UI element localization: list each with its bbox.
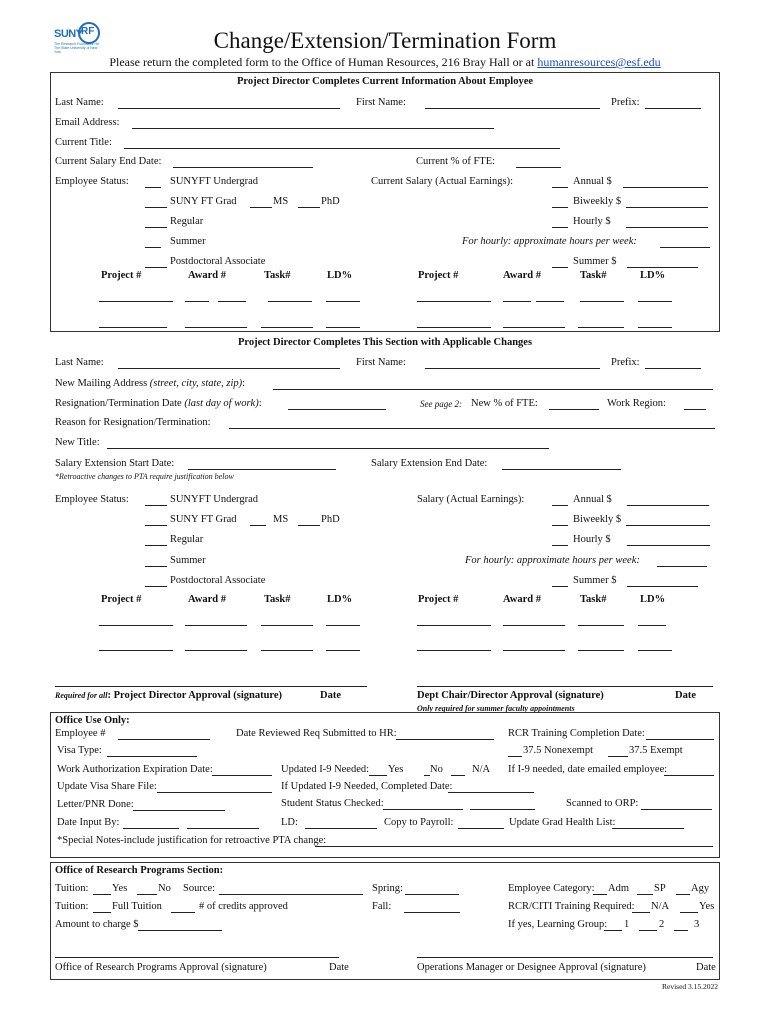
changes-pta-ld-2r[interactable]: [638, 641, 672, 651]
research-lg1-check[interactable]: [604, 921, 622, 931]
changes-prefix-field[interactable]: [645, 359, 701, 369]
current-info-heading: Project Director Completes Current Information About Employee: [236, 76, 534, 87]
changes-first-name-label: First Name:: [356, 357, 406, 368]
changes-hourly-field[interactable]: [627, 536, 710, 546]
changes-ext-end-label: Salary Extension End Date:: [371, 458, 488, 469]
office-update-grad-label: Update Grad Health List:: [509, 817, 616, 828]
current-summer-pay-field[interactable]: [627, 258, 698, 268]
current-ms-label: MS: [273, 196, 289, 207]
changes-pta-ld-1[interactable]: [326, 616, 360, 626]
current-title-field[interactable]: [124, 139, 560, 149]
changes-work-region-label: Work Region:: [607, 398, 666, 409]
research-tuition-label: Tuition:: [55, 883, 89, 894]
current-undergrad-check[interactable]: [145, 178, 161, 188]
current-email-label: Email Address:: [55, 117, 120, 128]
office-visa-share-field[interactable]: [157, 783, 272, 793]
changes-reason-field[interactable]: [229, 419, 715, 429]
current-phd-label: PhD: [321, 196, 340, 207]
changes-retro-note: *Retroactive changes to PTA require justification below: [55, 472, 234, 481]
office-letter-pnr-label: Letter/PNR Done:: [57, 799, 134, 810]
current-col-ld-2: LD%: [640, 270, 666, 281]
dept-approval-note: Only required for summer faculty appointments: [417, 704, 575, 713]
office-student-status-field[interactable]: [383, 800, 463, 810]
revised-date: Revised 3.15.2022: [662, 982, 719, 991]
dept-signature-line[interactable]: [417, 677, 713, 687]
research-sp-check[interactable]: [637, 885, 653, 895]
office-i9-yes-label: Yes: [388, 764, 404, 775]
current-emp-status-label: Employee Status:: [55, 176, 129, 187]
current-grad-check[interactable]: [145, 198, 167, 208]
changes-col-award-2: Award #: [503, 594, 542, 605]
office-copy-payroll-field[interactable]: [458, 819, 504, 829]
research-lg3-check[interactable]: [674, 921, 688, 931]
current-regular-label: Regular: [170, 216, 204, 227]
office-visa-share-label: Update Visa Share File:: [57, 781, 157, 792]
current-phd-check[interactable]: [298, 198, 320, 208]
changes-new-title-label: New Title:: [55, 437, 100, 448]
current-biweekly-field[interactable]: [626, 198, 708, 208]
research-agy-label: Agy: [691, 883, 710, 894]
changes-biweekly-label: Biweekly $: [573, 514, 622, 525]
current-pta-task-2r[interactable]: [578, 318, 624, 328]
ops-approval-label: Operations Manager or Designee Approval (signature): [417, 962, 646, 973]
office-date-reviewed-field[interactable]: [396, 730, 494, 740]
pd-signature-line[interactable]: [55, 677, 367, 687]
research-adm-label: Adm: [608, 883, 629, 894]
current-regular-check[interactable]: [145, 218, 167, 228]
changes-undergrad-label: SUNYFT Undergrad: [170, 494, 258, 505]
research-lg1-label: 1: [624, 919, 630, 930]
research-adm-check[interactable]: [593, 885, 607, 895]
research-amount-label: Amount to charge $: [55, 919, 139, 930]
changes-postdoc-label: Postdoctoral Associate: [170, 575, 266, 586]
changes-ms-check[interactable]: [250, 516, 266, 526]
office-student-status-label: Student Status Checked:: [281, 798, 384, 809]
office-special-notes-field[interactable]: [315, 837, 713, 847]
changes-summer-pay-label: Summer $: [573, 575, 617, 586]
changes-reason-label: Reason for Resignation/Termination:: [55, 417, 211, 428]
page-subtitle: [0, 55, 770, 70]
current-postdoc-check[interactable]: [145, 258, 167, 268]
research-rcr-yes-check[interactable]: [680, 903, 698, 913]
changes-summer-check[interactable]: [145, 557, 167, 567]
office-ld-field[interactable]: [305, 819, 377, 829]
current-hourly-note: For hourly: approximate hours per week:: [462, 236, 637, 247]
current-col-award-2: Award #: [503, 270, 542, 281]
office-heading: Office Use Only:: [55, 715, 130, 726]
office-scanned-label: Scanned to ORP:: [566, 798, 639, 809]
office-employee-label: Employee #: [55, 728, 106, 739]
changes-work-region-field[interactable]: [684, 400, 706, 410]
office-ld-label: LD:: [281, 817, 298, 828]
research-rcr-yes-label: Yes: [699, 901, 715, 912]
current-pta-project-1r[interactable]: [417, 292, 491, 302]
office-employee-field[interactable]: [118, 730, 210, 740]
office-date-input-field-2[interactable]: [187, 819, 259, 829]
changes-new-fte-field[interactable]: [549, 400, 599, 410]
orp-date-label: Date: [329, 962, 349, 973]
current-pta-ld-1r[interactable]: [638, 292, 672, 302]
current-col-task: Task#: [264, 270, 291, 281]
research-rcr-required-label: RCR/CITI Training Required:: [508, 901, 635, 912]
changes-col-task-2: Task#: [580, 594, 607, 605]
office-letter-pnr-field[interactable]: [133, 801, 225, 811]
resign-hint: (last day of work): [184, 398, 259, 409]
current-pta-project-2[interactable]: [99, 318, 167, 328]
changes-last-name-field[interactable]: [118, 359, 340, 369]
current-pta-award-1b[interactable]: [218, 292, 246, 302]
changes-pta-award-1[interactable]: [185, 616, 247, 626]
current-col-ld: LD%: [327, 270, 353, 281]
current-hourly-check[interactable]: [552, 218, 568, 228]
changes-pta-project-1[interactable]: [99, 616, 173, 626]
current-salary-end-label: Current Salary End Date:: [55, 156, 162, 167]
current-annual-check[interactable]: [552, 178, 568, 188]
research-tuition-no-label: No: [158, 883, 171, 894]
current-annual-field[interactable]: [623, 178, 708, 188]
current-pta-ld-1[interactable]: [326, 292, 360, 302]
office-i9-na-label: N/A: [472, 764, 491, 775]
current-pta-award-1a[interactable]: [185, 292, 209, 302]
changes-emp-status-label: Employee Status:: [55, 494, 129, 505]
resign-text: Resignation/Termination Date: [55, 398, 182, 409]
research-agy-check[interactable]: [676, 885, 690, 895]
changes-new-fte-label: New % of FTE:: [471, 398, 538, 409]
ops-signature-line[interactable]: [417, 948, 713, 958]
office-rcr-completion-field[interactable]: [646, 730, 714, 740]
changes-summer-label: Summer: [170, 555, 206, 566]
changes-hourly-check[interactable]: [552, 536, 568, 546]
changes-biweekly-check[interactable]: [552, 516, 568, 526]
research-rcr-na-check[interactable]: [632, 903, 650, 913]
current-prefix-label: Prefix:: [611, 97, 640, 108]
changes-pta-task-1[interactable]: [261, 616, 313, 626]
office-student-status-field-2[interactable]: [470, 800, 535, 810]
changes-phd-check[interactable]: [298, 516, 320, 526]
office-date-input-label: Date Input By:: [57, 817, 120, 828]
office-exempt-label: 37.5 Exempt: [629, 745, 683, 756]
changes-col-ld: LD%: [327, 594, 353, 605]
changes-pta-task-1r[interactable]: [578, 616, 624, 626]
logo-suny-text: SUNY: [54, 28, 83, 40]
current-salary-end-field[interactable]: [173, 158, 313, 168]
research-amount-field[interactable]: [138, 921, 222, 931]
current-salary-actual-label: Current Salary (Actual Earnings):: [371, 176, 513, 187]
orp-approval-label: Office of Research Programs Approval (signature): [55, 962, 267, 973]
changes-col-project: Project #: [101, 594, 142, 605]
changes-summer-pay-field[interactable]: [627, 577, 698, 587]
pd-approval-text: Project Director Approval (signature): [113, 690, 283, 701]
current-biweekly-label: Biweekly $: [573, 196, 622, 207]
current-annual-label: Annual $: [573, 176, 612, 187]
office-i9-completed-label: If Updated I-9 Needed, Completed Date:: [281, 781, 453, 792]
current-grad-label: SUNY FT Grad: [170, 196, 237, 207]
office-rcr-completion-label: RCR Training Completion Date:: [508, 728, 645, 739]
research-tuition-yes-label: Yes: [112, 883, 128, 894]
current-pta-award-2[interactable]: [185, 318, 247, 328]
changes-hourly-note: For hourly: approximate hours per week:: [465, 555, 640, 566]
current-summer-label: Summer: [170, 236, 206, 247]
current-first-name-field[interactable]: [425, 99, 600, 109]
changes-col-ld-2: LD%: [640, 594, 666, 605]
changes-ms-label: MS: [273, 514, 289, 525]
current-pta-task-1[interactable]: [268, 292, 312, 302]
research-spring-label: Spring:: [372, 883, 403, 894]
changes-pta-award-2[interactable]: [185, 641, 247, 651]
mailing-text: New Mailing Address: [55, 378, 148, 389]
changes-pta-project-1r[interactable]: [417, 616, 491, 626]
changes-new-title-field[interactable]: [107, 439, 549, 449]
current-fte-label: Current % of FTE:: [416, 156, 496, 167]
changes-pta-project-2r[interactable]: [417, 641, 491, 651]
current-col-project: Project #: [101, 270, 142, 281]
current-pta-task-2[interactable]: [261, 318, 313, 328]
changes-first-name-field[interactable]: [425, 359, 600, 369]
changes-see-page: See page 2:: [420, 399, 462, 409]
pd-date-label: Date: [320, 690, 341, 701]
research-spring-field[interactable]: [405, 885, 459, 895]
current-col-project-2: Project #: [418, 270, 459, 281]
changes-heading: Project Director Completes This Section with Applicable Changes: [237, 337, 533, 348]
changes-last-name-label: Last Name:: [55, 357, 104, 368]
office-date-reviewed-label: Date Reviewed Req Submitted to HR:: [236, 728, 397, 739]
ops-date-label: Date: [696, 962, 716, 973]
current-last-name-field[interactable]: [118, 99, 340, 109]
page-title: Change/Extension/Termination Form: [213, 28, 557, 53]
changes-pta-task-2r[interactable]: [578, 641, 624, 651]
changes-resign-label: Resignation/Termination Date (last day of work):: [55, 398, 262, 409]
office-nonexempt-label: 37.5 Nonexempt: [523, 745, 593, 756]
current-first-name-label: First Name:: [356, 97, 406, 108]
hr-email-link[interactable]: humanresources@esf.edu: [537, 55, 661, 69]
research-heading: Office of Research Programs Section:: [55, 865, 224, 876]
current-hours-field[interactable]: [660, 238, 710, 248]
current-pta-award-1ra[interactable]: [503, 292, 531, 302]
research-fall-field[interactable]: [404, 903, 460, 913]
office-copy-payroll-label: Copy to Payroll:: [384, 817, 454, 828]
research-lg2-check[interactable]: [639, 921, 657, 931]
changes-prefix-label: Prefix:: [611, 357, 640, 368]
changes-pta-task-2[interactable]: [261, 641, 313, 651]
research-rcr-na-label: N/A: [651, 901, 670, 912]
changes-hourly-label: Hourly $: [573, 534, 611, 545]
office-special-notes-label: *Special Notes-include justification for retroactive PTA change:: [57, 835, 327, 846]
logo-subtitle: The Research Foundation for The State University of New York: [54, 42, 100, 54]
changes-ext-start-field[interactable]: [188, 460, 336, 470]
office-date-input-field[interactable]: [123, 819, 179, 829]
research-source-field[interactable]: [219, 885, 363, 895]
orp-signature-line[interactable]: [55, 948, 339, 958]
changes-regular-label: Regular: [170, 534, 204, 545]
required-all: Required for all: [55, 691, 108, 700]
current-email-field[interactable]: [132, 119, 494, 129]
current-title-label: Current Title:: [55, 137, 112, 148]
current-col-task-2: Task#: [580, 270, 607, 281]
current-postdoc-label: Postdoctoral Associate: [170, 256, 266, 267]
office-scanned-field[interactable]: [641, 800, 712, 810]
current-fte-field[interactable]: [516, 158, 561, 168]
current-biweekly-check[interactable]: [552, 198, 568, 208]
current-prefix-field[interactable]: [645, 99, 701, 109]
office-i9-na-check[interactable]: [451, 766, 465, 776]
changes-pta-ld-2[interactable]: [326, 641, 360, 651]
office-nonexempt-check[interactable]: [508, 747, 522, 757]
office-visa-type-field[interactable]: [107, 747, 197, 757]
logo-rf-text: RF: [81, 26, 95, 37]
research-tuition-yes-check[interactable]: [93, 885, 111, 895]
research-lg2-label: 2: [659, 919, 665, 930]
research-fall-label: Fall:: [372, 901, 392, 912]
changes-mailing-label: New Mailing Address (street, city, state, zip):: [55, 378, 246, 389]
research-tuition2-label: Tuition:: [55, 901, 89, 912]
current-summer-pay-check[interactable]: [552, 258, 568, 268]
office-i9-no-label: No: [430, 764, 443, 775]
current-pta-award-1rb[interactable]: [536, 292, 564, 302]
changes-salary-actual-label: Salary (Actual Earnings):: [417, 494, 525, 505]
research-sp-label: SP: [654, 883, 666, 894]
changes-pta-award-2r[interactable]: [503, 641, 565, 651]
office-visa-type-label: Visa Type:: [57, 745, 102, 756]
changes-grad-check[interactable]: [145, 516, 167, 526]
changes-resign-field[interactable]: [288, 400, 386, 410]
research-credits-label: # of credits approved: [199, 901, 288, 912]
current-pta-project-1[interactable]: [99, 292, 173, 302]
pd-approval-label: Required for all: Project Director Approval (signature): [55, 690, 283, 701]
office-update-grad-field[interactable]: [612, 819, 684, 829]
current-pta-ld-2[interactable]: [326, 318, 360, 328]
dept-date-label: Date: [675, 690, 696, 701]
changes-annual-label: Annual $: [573, 494, 612, 505]
office-i9-yes-check[interactable]: [369, 766, 387, 776]
changes-biweekly-field[interactable]: [626, 516, 710, 526]
current-summer-check[interactable]: [145, 238, 161, 248]
research-tuition-no-check[interactable]: [137, 885, 157, 895]
current-pta-award-2r[interactable]: [503, 318, 565, 328]
current-col-award: Award #: [188, 270, 227, 281]
changes-annual-check[interactable]: [552, 496, 568, 506]
current-pta-task-1r[interactable]: [580, 292, 624, 302]
changes-postdoc-check[interactable]: [145, 577, 167, 587]
changes-phd-label: PhD: [321, 514, 340, 525]
current-pta-ld-2r[interactable]: [638, 318, 672, 328]
research-lg3-label: 3: [694, 919, 700, 930]
research-full-tuition-check[interactable]: [93, 903, 111, 913]
office-work-auth-label: Work Authorization Expiration Date:: [57, 764, 213, 775]
changes-col-project-2: Project #: [418, 594, 459, 605]
changes-pta-project-2[interactable]: [99, 641, 173, 651]
current-hourly-label: Hourly $: [573, 216, 611, 227]
research-source-label: Source:: [183, 883, 216, 894]
current-hourly-field[interactable]: [626, 218, 708, 228]
changes-col-task: Task#: [264, 594, 291, 605]
research-credits-field[interactable]: [171, 903, 195, 913]
subtitle-text: Please return the completed form to the Office of Human Resources, 216 Bray Hall or at: [109, 55, 538, 69]
changes-undergrad-check[interactable]: [145, 496, 167, 506]
dept-approval-label: Dept Chair/Director Approval (signature): [417, 690, 604, 701]
changes-col-award: Award #: [188, 594, 227, 605]
office-work-auth-field[interactable]: [212, 766, 272, 776]
current-summer-pay-label: Summer $: [573, 256, 617, 267]
current-pta-project-2r[interactable]: [417, 318, 491, 328]
research-emp-category-label: Employee Category:: [508, 883, 595, 894]
changes-hours-field[interactable]: [657, 557, 707, 567]
changes-ext-end-field[interactable]: [502, 460, 621, 470]
changes-regular-check[interactable]: [145, 536, 167, 546]
changes-mailing-field[interactable]: [273, 380, 713, 390]
current-undergrad-label: SUNYFT Undergrad: [170, 176, 258, 187]
office-i9-completed-field[interactable]: [448, 783, 534, 793]
current-last-name-label: Last Name:: [55, 97, 104, 108]
research-learning-group-label: If yes, Learning Group:: [508, 919, 608, 930]
office-updated-i9-label: Updated I-9 Needed:: [281, 764, 370, 775]
research-full-tuition-label: Full Tuition: [112, 901, 162, 912]
changes-grad-label: SUNY FT Grad: [170, 514, 237, 525]
mailing-hint: (street, city, state, zip): [149, 378, 243, 389]
office-i9-emailed-label: If I-9 needed, date emailed employee:: [508, 764, 668, 775]
changes-pta-ld-1r[interactable]: [638, 616, 666, 626]
changes-ext-start-label: Salary Extension Start Date:: [55, 458, 175, 469]
changes-pta-award-1r[interactable]: [503, 616, 565, 626]
office-i9-emailed-field[interactable]: [664, 766, 714, 776]
office-exempt-check[interactable]: [608, 747, 628, 757]
changes-annual-field[interactable]: [627, 496, 709, 506]
changes-summer-pay-check[interactable]: [552, 577, 568, 587]
current-ms-check[interactable]: [250, 198, 272, 208]
